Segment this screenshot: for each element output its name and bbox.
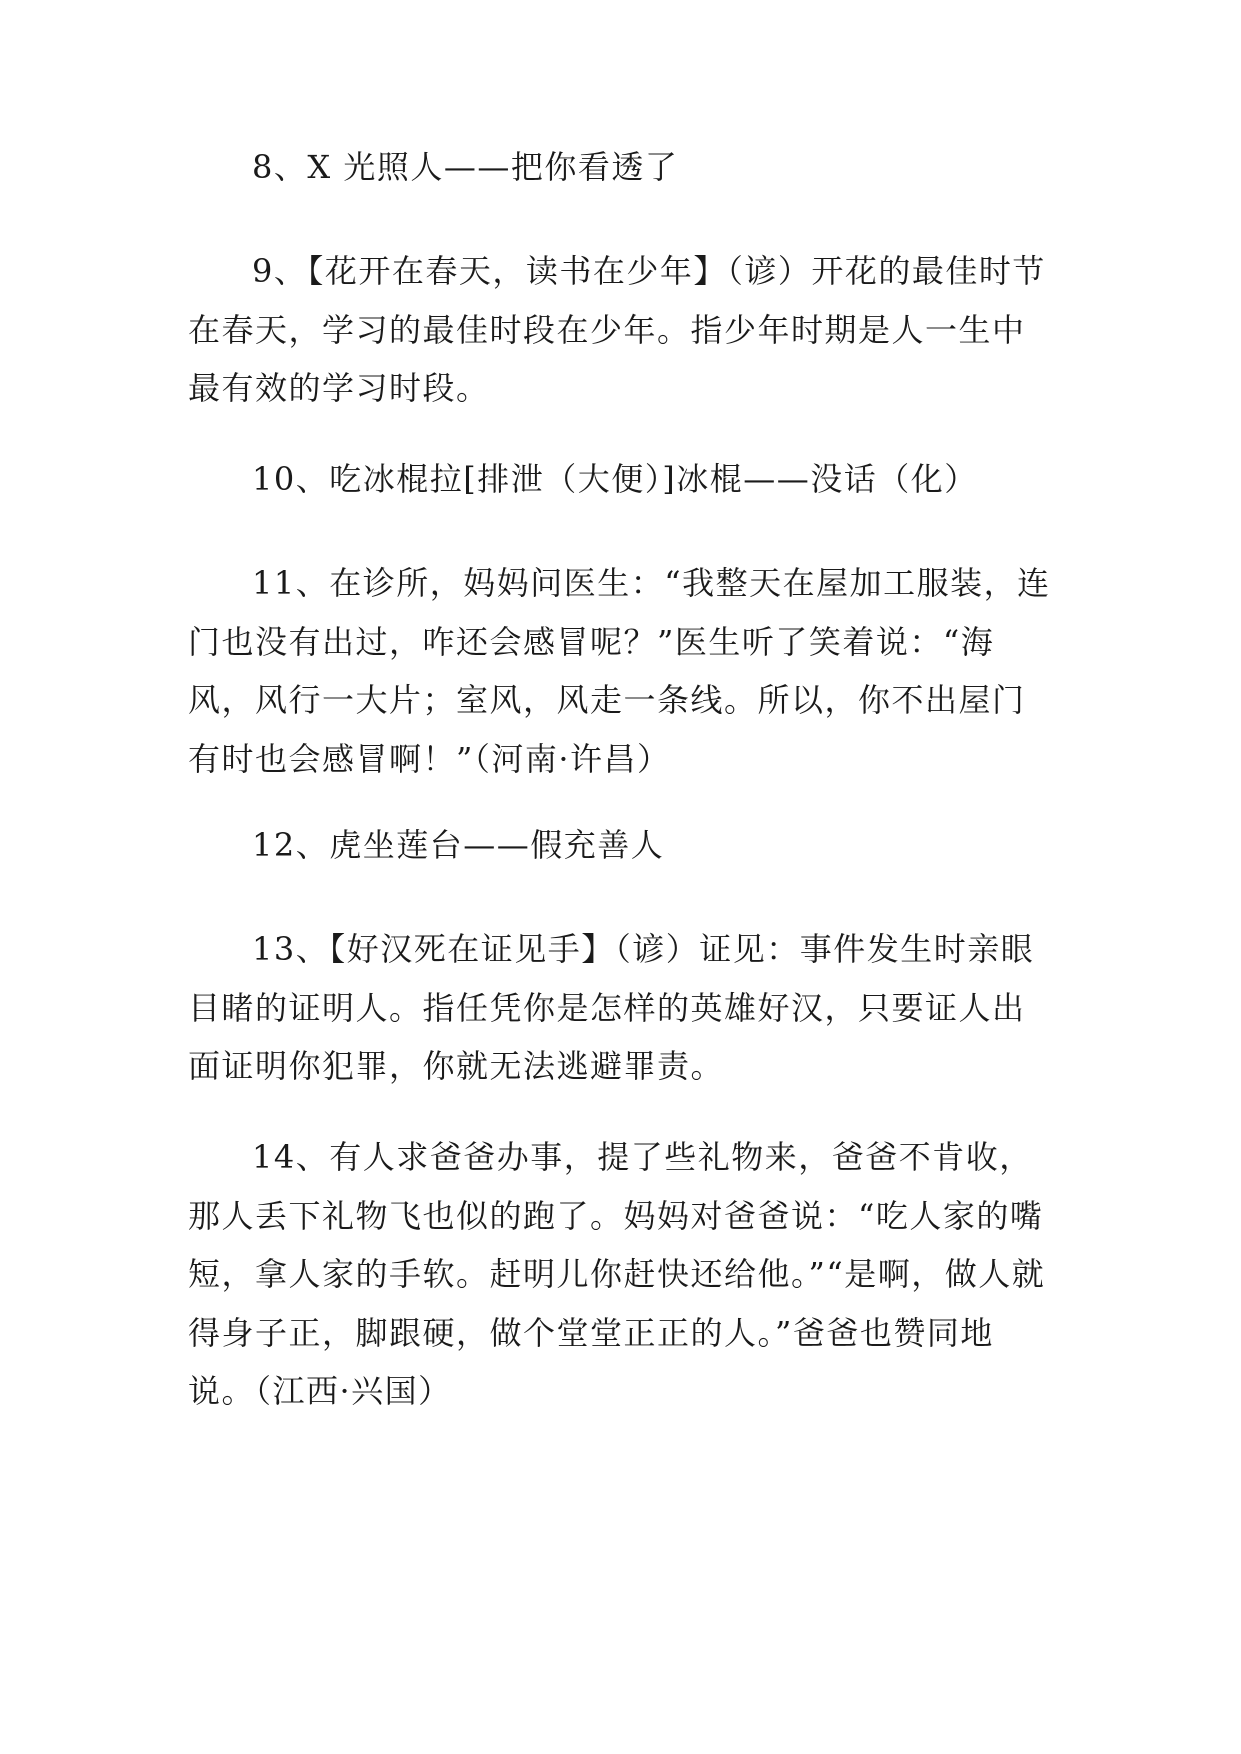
paragraph-13: 13、【好汉死在证见手】（谚）证见：事件发生时亲眼目睹的证明人。指任凭你是怎样的英雄好汉，只要证人出面证明你犯罪，你就无法逃避罪责。 — [188, 930, 1035, 1085]
paragraph-9: 9、【花开在春天，读书在少年】（谚）开花的最佳时节在春天，学习的最佳时段在少年。指少年时期是人一生中最有效的学习时段。 — [188, 252, 1046, 407]
paragraph-14: 14、有人求爸爸办事，提了些礼物来，爸爸不肯收，那人丢下礼物飞也似的跑了。妈妈对爸爸说：“吃人家的嘴短，拿人家的手软。赶明儿你赶快还给他。”“是啊，做人就得身子正，脚跟硬，做个堂堂正正的人。”爸爸也赞同地说。（江西·兴国） — [188, 1138, 1046, 1410]
paragraph-8: 8、X 光照人——把你看透了 — [252, 148, 679, 186]
paragraph-11: 11、在诊所，妈妈问医生：“我整天在屋加工服装，连门也没有出过，咋还会感冒呢？”医生听了笑着说：“海风，风行一大片；室风，风走一条线。所以，你不出屋门有时也会感冒啊！”（河南·许昌） — [188, 564, 1051, 778]
paragraph-10: 10、吃冰棍拉[排泄（大便）]冰棍——没话（化） — [252, 460, 978, 498]
paragraph-12: 12、虎坐莲台——假充善人 — [252, 826, 665, 864]
